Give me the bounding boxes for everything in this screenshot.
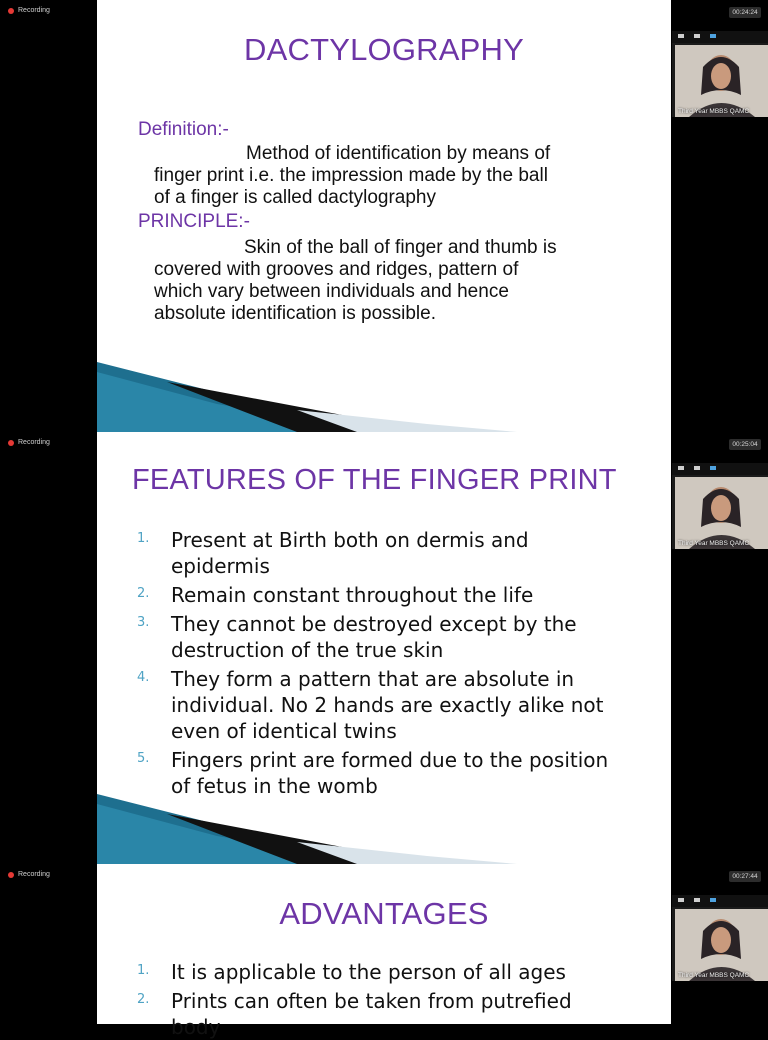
shared-slide <box>97 864 671 1039</box>
item-line: individual. No 2 hands are exactly alike not <box>171 693 604 717</box>
record-dot-icon <box>8 872 14 878</box>
gallery-icon[interactable] <box>710 34 716 38</box>
list-item <box>137 959 657 985</box>
item-line: Present at Birth both on dermis and <box>171 528 529 552</box>
slide-title: ADVANTAGES <box>279 896 489 931</box>
recording-label: Recording <box>18 439 50 446</box>
participant-figure-icon <box>675 45 768 117</box>
item-line: They cannot be destroyed except by the <box>171 612 577 636</box>
participant-video <box>675 477 768 549</box>
features-list <box>137 527 657 799</box>
shared-slide <box>97 432 671 864</box>
item-line: of fetus in the womb <box>171 774 378 798</box>
list-item <box>137 747 657 799</box>
definition-line-1: Method of identification by means of <box>246 143 551 164</box>
principle-heading: PRINCIPLE:- <box>138 211 250 232</box>
item-number: 5. <box>137 751 150 766</box>
item-line: body <box>171 1015 221 1039</box>
tile-view-icon[interactable] <box>694 898 700 902</box>
list-item <box>137 611 657 663</box>
participant-name: Third Year MBBS QAMC <box>678 540 750 547</box>
item-number: 1. <box>137 963 150 978</box>
item-number: 3. <box>137 615 150 630</box>
principle-line-1: Skin of the ball of finger and thumb is <box>244 237 557 258</box>
list-item <box>137 527 657 579</box>
item-line: Fingers print are formed due to the position <box>171 748 609 772</box>
participant-name: Third Year MBBS QAMC <box>678 972 750 979</box>
meeting-timer: 00:24:24 <box>729 7 761 18</box>
list-item <box>137 988 657 1040</box>
minimize-icon[interactable] <box>678 898 684 902</box>
slide-title: FEATURES OF THE FINGER PRINT <box>132 464 617 496</box>
definition-line-3: of a finger is called dactylography <box>154 187 436 208</box>
principle-line-3: which vary between individuals and hence <box>154 281 509 302</box>
item-line: Prints can often be taken from putrefied <box>171 989 572 1013</box>
participant-figure-icon <box>675 477 768 549</box>
participant-video <box>675 45 768 117</box>
video-tile-toolbar <box>672 31 768 43</box>
recording-indicator <box>8 439 50 446</box>
slide-title: DACTYLOGRAPHY <box>244 32 524 67</box>
item-number: 2. <box>137 586 150 601</box>
advantages-list <box>137 959 657 1040</box>
item-line: They form a pattern that are absolute in <box>171 667 575 691</box>
definition-heading: Definition:- <box>138 119 229 140</box>
item-line: It is applicable to the person of all ages <box>171 960 566 984</box>
participant-name: Third Year MBBS QAMC <box>678 108 750 115</box>
list-item <box>137 666 657 744</box>
definition-line-2: finger print i.e. the impression made by the ball <box>154 165 548 186</box>
minimize-icon[interactable] <box>678 466 684 470</box>
minimize-icon[interactable] <box>678 34 684 38</box>
principle-line-2: covered with grooves and ridges, pattern of <box>154 259 519 280</box>
tile-view-icon[interactable] <box>694 466 700 470</box>
screen-frame-1 <box>0 0 768 432</box>
participant-video-tile[interactable] <box>672 895 768 981</box>
item-number: 2. <box>137 992 150 1007</box>
slide-swoosh-decoration <box>97 362 671 432</box>
recording-label: Recording <box>18 7 50 14</box>
record-dot-icon <box>8 440 14 446</box>
gallery-icon[interactable] <box>710 466 716 470</box>
participant-figure-icon <box>675 909 768 981</box>
screen-frame-3 <box>0 864 768 1039</box>
item-line: Remain constant throughout the life <box>171 583 534 607</box>
meeting-timer: 00:25:04 <box>729 439 761 450</box>
slide-swoosh-decoration <box>97 794 671 864</box>
video-tile-toolbar <box>672 895 768 907</box>
list-item <box>137 582 657 608</box>
video-tile-toolbar <box>672 463 768 475</box>
item-number: 4. <box>137 670 150 685</box>
participant-video-tile[interactable] <box>672 31 768 117</box>
meeting-timer: 00:27:44 <box>729 871 761 882</box>
item-line: destruction of the true skin <box>171 638 444 662</box>
gallery-icon[interactable] <box>710 898 716 902</box>
recording-label: Recording <box>18 871 50 878</box>
item-line: epidermis <box>171 554 270 578</box>
record-dot-icon <box>8 8 14 14</box>
shared-slide <box>97 0 671 432</box>
screen-frame-2 <box>0 432 768 864</box>
recording-indicator <box>8 871 50 878</box>
item-line: even of identical twins <box>171 719 397 743</box>
principle-line-4: absolute identification is possible. <box>154 303 437 324</box>
participant-video-tile[interactable] <box>672 463 768 549</box>
participant-video <box>675 909 768 981</box>
recording-indicator <box>8 7 50 14</box>
tile-view-icon[interactable] <box>694 34 700 38</box>
item-number: 1. <box>137 531 150 546</box>
